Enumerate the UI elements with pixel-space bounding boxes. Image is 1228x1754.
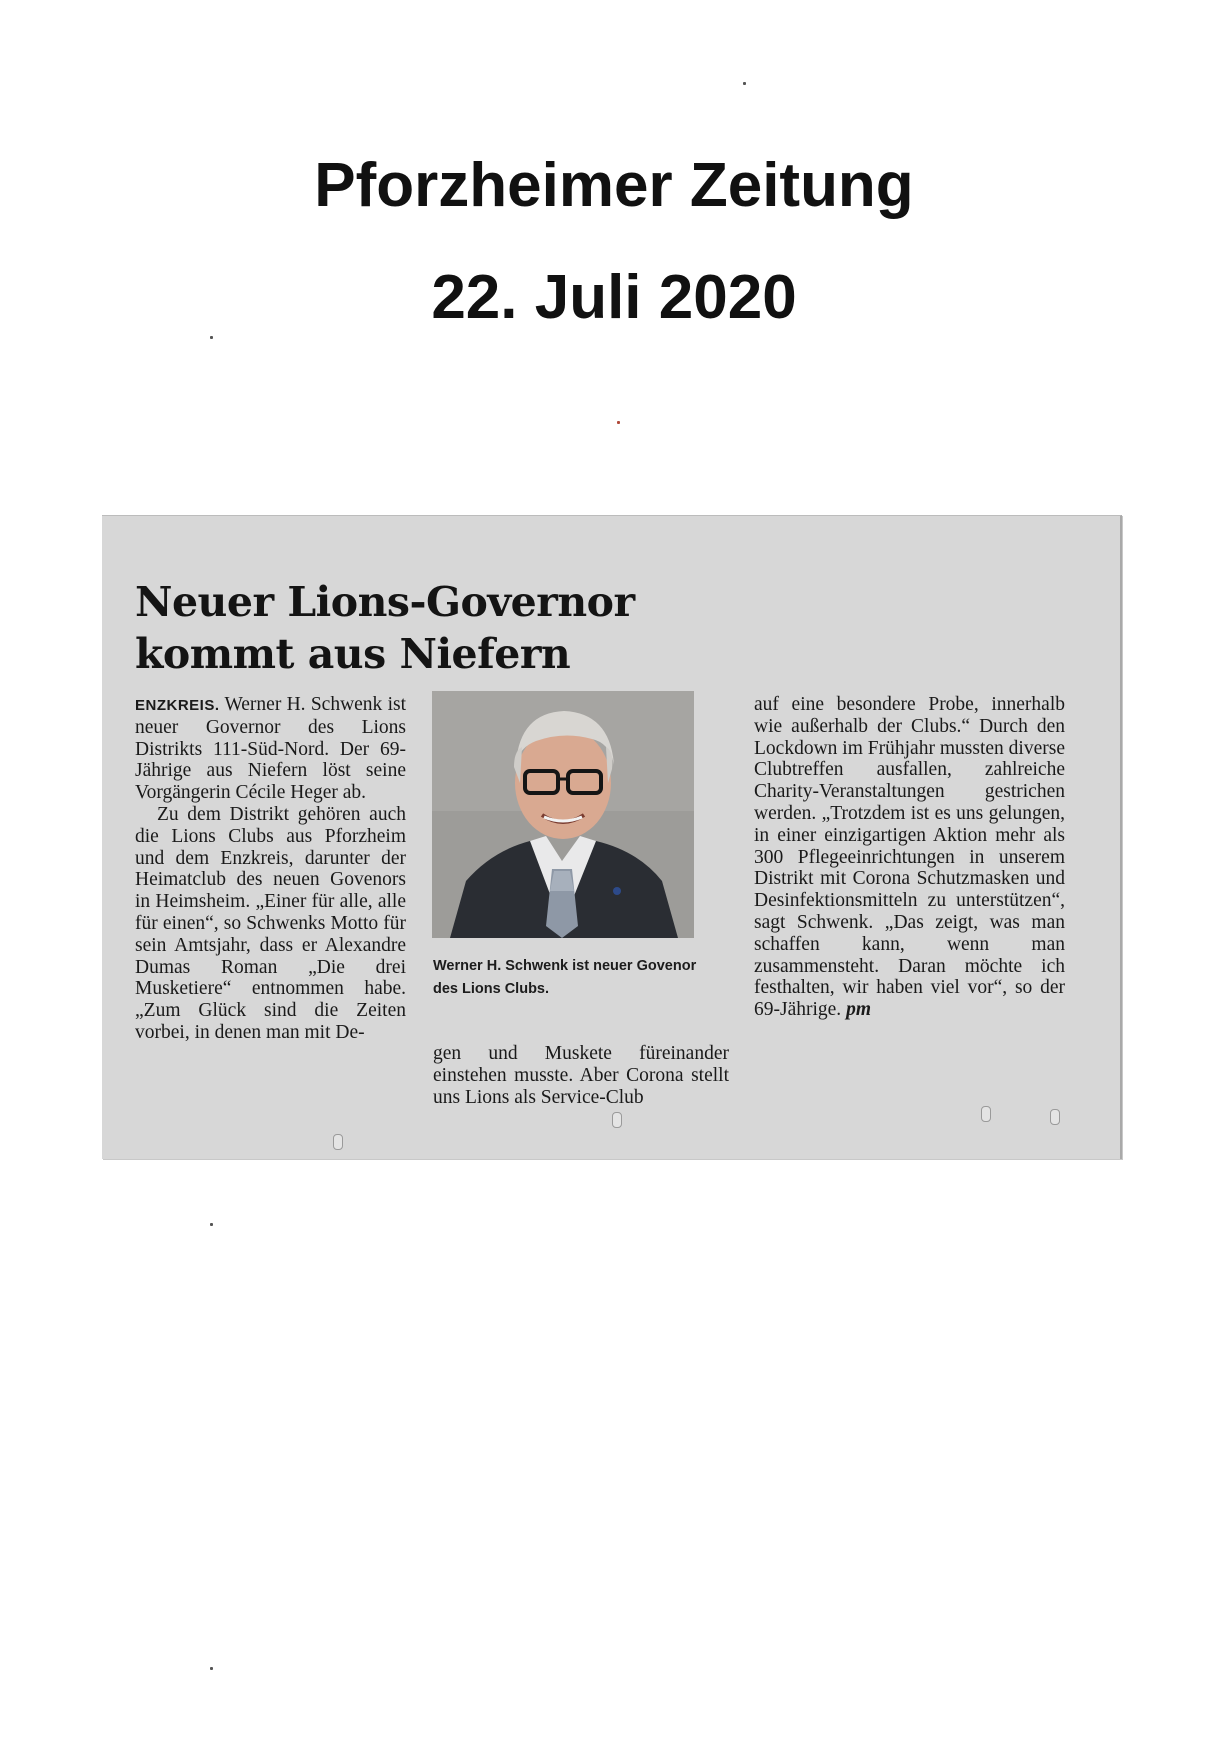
- publication-date: 22. Juli 2020: [431, 263, 797, 332]
- article-column-2: [433, 1043, 729, 1108]
- article-column-3: [754, 694, 1065, 1021]
- article-headline: [135, 576, 735, 680]
- portrait-illustration: [432, 691, 694, 938]
- staple-mark: [333, 1134, 343, 1150]
- bleed-through-text: [757, 522, 1112, 692]
- dateline: ENZKREIS.: [135, 697, 220, 714]
- paragraph: Werner H. Schwenk ist neuer Governor des Lions Distrikts 111-Süd-Nord. Der 69-Jährige aus Niefern löst seine Vorgängerin Cécile Heger ab.: [135, 694, 406, 804]
- paragraph: gen und Muskete füreinander einstehen musste. Aber Corona stellt uns Lions als Service-Club: [433, 1043, 729, 1108]
- headline-line-1: Neuer Lions-Governor: [135, 578, 635, 626]
- article-column-1: [135, 694, 406, 1044]
- newspaper-clipping: [102, 515, 1122, 1159]
- portrait-photo: [432, 691, 694, 938]
- headline-line-2: kommt aus Niefern: [135, 630, 571, 678]
- staple-mark: [612, 1112, 622, 1128]
- bleed-through-text: [967, 1062, 1077, 1084]
- author-signature: pm: [846, 999, 871, 1021]
- scan-speck: [617, 421, 620, 424]
- scan-speck: [210, 1667, 213, 1670]
- page-title: Pforzheimer Zeitung: [314, 151, 914, 220]
- paragraph: Zu dem Distrikt gehören auch die Lions Clubs aus Pforzheim und dem Enzkreis, darunter der Heimatclub des neuen Govenors in Heimsheim. „Einer für alle, alle für einen“, so Schwenks Motto für sein Amtsjahr, dass er Alexandre Dumas Roman „Die drei Musketiere“ entnommen habe. „Zum Glück sind die Zeiten vorbei, in denen man mit De-: [135, 803, 406, 1043]
- staple-mark: [981, 1106, 991, 1122]
- scan-speck: [210, 1223, 213, 1226]
- scan-speck: [210, 336, 213, 339]
- paragraph: auf eine besondere Probe, innerhalb wie außerhalb der Clubs.“ Durch den Lockdown im Frühjahr mussten diverse Clubtreffen ausfallen, zahlreiche Charity-Veranstaltungen gestrichen werden. „Trotzdem ist es uns gelungen, in einer einzigartigen Aktion mehr als 300 Pflegeeinrichtungen in unserem Distrikt mit Corona Schutzmasken und Desinfektionsmitteln zu unterstützen“, sagt Schwenk. „Das zeigt, was man schaffen kann, wenn man zusammensteht. Daran möchte ich festhalten, wir haben viel vor“, so der 69-Jährige.: [754, 694, 1065, 1021]
- staple-mark: [1050, 1109, 1060, 1125]
- photo-caption: Werner H. Schwenk ist neuer Govenor des Lions Clubs.: [433, 958, 697, 997]
- scan-speck: [743, 82, 746, 85]
